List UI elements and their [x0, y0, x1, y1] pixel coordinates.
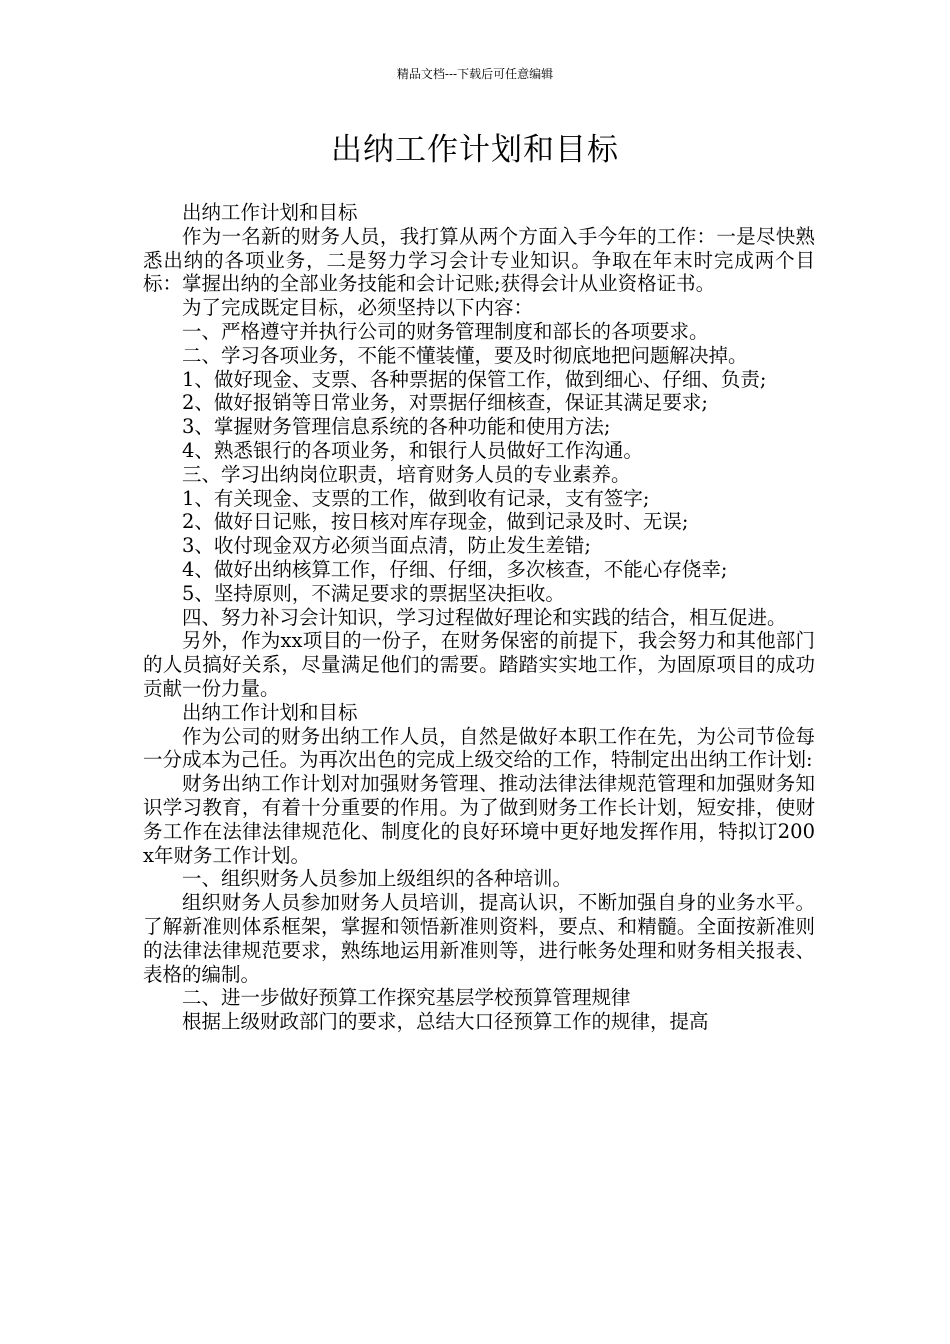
paragraph: 出纳工作计划和目标 — [182, 201, 358, 224]
paragraph: 5、坚持原则，不满足要求的票据坚决拒收。 — [182, 581, 565, 605]
paragraph: 3、收付现金双方必须当面点清，防止发生差错; — [182, 534, 591, 558]
page-header: 精品文档---下载后可任意编辑 — [396, 67, 554, 81]
paragraph: 3、掌握财务管理信息系统的各种功能和使用方法; — [182, 415, 611, 439]
paragraph: 一、组织财务人员参加上级组织的各种培训。 — [182, 867, 573, 891]
paragraph: 四、努力补习会计知识，学习过程做好理论和实践的结合，相互促进。 — [182, 605, 787, 629]
paragraph: 1、有关现金、支票的工作，做到收有记录，支有签字; — [182, 486, 650, 510]
document-body — [143, 201, 815, 1034]
paragraph: 1、做好现金、支票、各种票据的保管工作，做到细心、仔细、负责; — [182, 367, 767, 391]
paragraph: 4、做好出纳核算工作，仔细、仔细，多次核查，不能心存侥幸; — [182, 557, 728, 581]
paragraph: 为了完成既定目标，必须坚持以下内容： — [182, 296, 534, 320]
paragraph: 另外，作为xx项目的一份子，在财务保密的前提下，我会努力和其他部门的人员搞好关系，尽量满足他们的需要。踏踏实实地工作，为固原项目的成功贡献一份力量。 — [143, 629, 815, 700]
document-title: 出纳工作计划和目标 — [331, 132, 619, 168]
paragraph: 二、学习各项业务，不能不懂装懂，要及时彻底地把问题解决掉。 — [182, 343, 748, 367]
paragraph: 二、进一步做好预算工作探究基层学校预算管理规律 — [182, 986, 631, 1010]
paragraph: 作为公司的财务出纳工作人员，自然是做好本职工作在先，为公司节俭每一分成本为己任。为再次出色的完成上级交给的工作，特制定出出纳工作计划: — [143, 724, 815, 772]
paragraph: 4、熟悉银行的各项业务，和银行人员做好工作沟通。 — [182, 438, 643, 462]
paragraph: 财务出纳工作计划对加强财务管理、推动法律法律规范管理和加强财务知识学习教育，有着十分重要的作用。为了做到财务工作长计划，短安排，使财务工作在法律法律规范化、制度化的良好环境中更好地发挥作用，特拟订200x年财务工作计划。 — [143, 772, 815, 867]
paragraph: 2、做好日记账，按日核对库存现金，做到记录及时、无误; — [182, 510, 689, 534]
paragraph: 作为一名新的财务人员，我打算从两个方面入手今年的工作：一是尽快熟悉出纳的各项业务，二是努力学习会计专业知识。争取在年末时完成两个目标：掌握出纳的全部业务技能和会计记账;获得会计从业资格证书。 — [143, 224, 815, 296]
paragraph: 根据上级财政部门的要求，总结大口径预算工作的规律，提高 — [182, 1010, 709, 1034]
paragraph: 三、学习出纳岗位职责，培育财务人员的专业素养。 — [182, 462, 631, 486]
paragraph: 出纳工作计划和目标 — [182, 700, 358, 724]
paragraph: 2、做好报销等日常业务，对票据仔细核查，保证其满足要求; — [182, 391, 708, 415]
paragraph: 一、严格遵守并执行公司的财务管理制度和部长的各项要求。 — [182, 319, 709, 343]
paragraph: 组织财务人员参加财务人员培训，提高认识，不断加强自身的业务水平。了解新准则体系框架，掌握和领悟新准则资料，要点、和精髓。全面按新准则的法律法律规范要求，熟练地运用新准则等，进行帐务处理和财务相关报表、表格的编制。 — [143, 891, 815, 986]
